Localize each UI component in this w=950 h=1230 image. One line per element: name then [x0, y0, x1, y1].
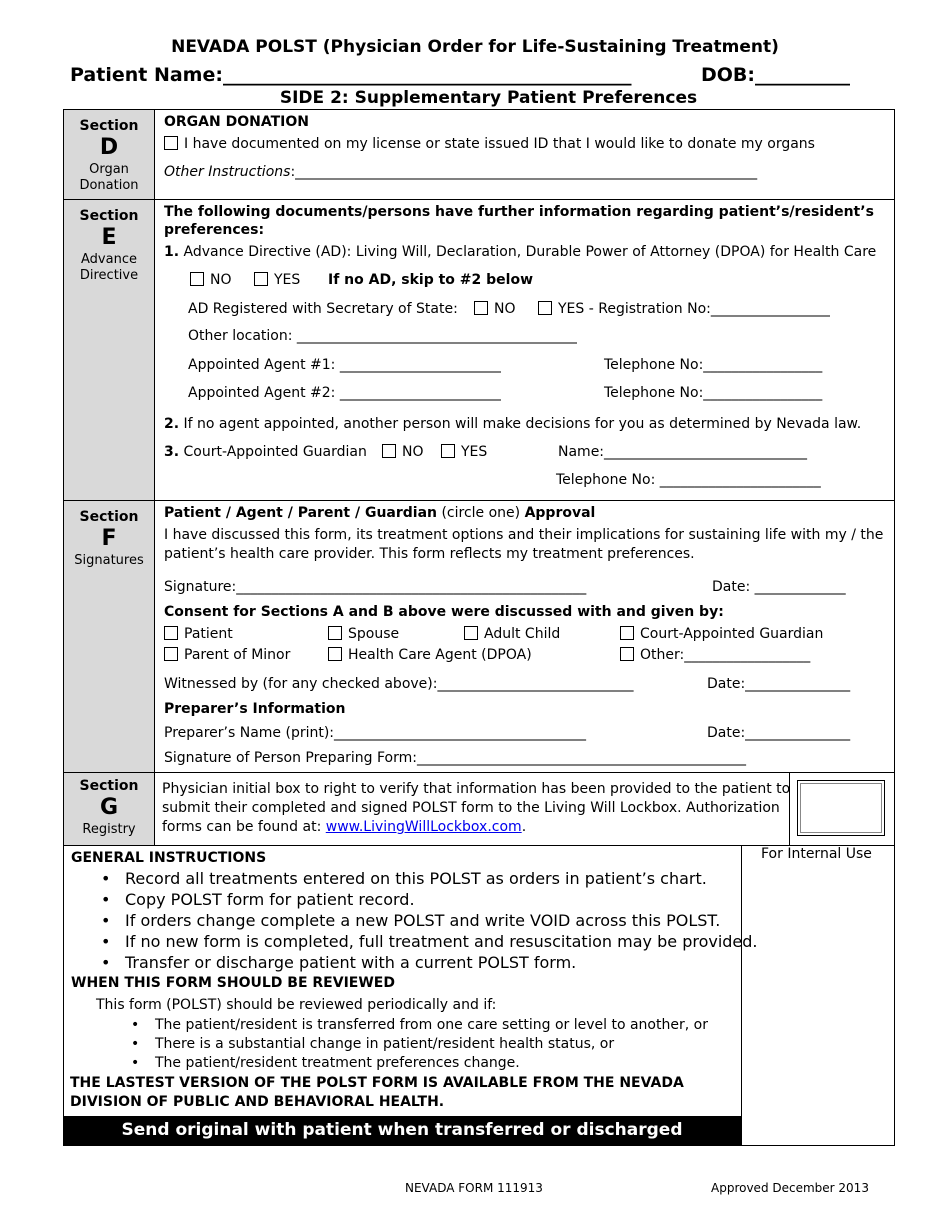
section-letter: G: [99, 795, 119, 820]
list-item: [101, 910, 758, 931]
no-label: NO: [210, 272, 232, 288]
registry-line3: [162, 819, 526, 835]
ad-yes-option[interactable]: [254, 272, 300, 288]
registered-no-option[interactable]: [474, 301, 516, 317]
preparer-heading: Preparer’s Information: [164, 701, 346, 717]
review-text: The patient/resident is transferred from one care setting or level to another, or: [155, 1017, 708, 1033]
signature-field[interactable]: Signature:__________________________________________________: [164, 579, 587, 595]
section-e-heading-line2: preferences:: [164, 222, 265, 238]
initial-divider: [789, 773, 790, 845]
consent-spouse-option[interactable]: [328, 626, 399, 642]
divider-f-g: [63, 772, 895, 773]
checkbox[interactable]: [620, 647, 634, 661]
approval-paragraph-line2: patient’s health care provider. This form reflects my treatment preferences.: [164, 546, 695, 562]
approval-word: Approval: [524, 505, 596, 521]
period: .: [521, 819, 527, 835]
form-number: NEVADA FORM 111913: [405, 1181, 543, 1195]
internal-use-label: For Internal Use: [761, 846, 872, 862]
checkbox[interactable]: [620, 626, 634, 640]
skip-note: If no AD, skip to #2 below: [328, 272, 534, 288]
consent-agent-option[interactable]: [328, 647, 532, 663]
list-item: [131, 1016, 708, 1035]
no-label: NO: [402, 444, 424, 460]
guardian-no-option[interactable]: [382, 444, 424, 460]
bullet: •: [101, 932, 111, 951]
bullet: •: [131, 1055, 140, 1071]
bullet: •: [131, 1017, 140, 1033]
organ-donation-checkbox[interactable]: [164, 136, 178, 150]
general-instructions-list: [101, 868, 758, 973]
yes-label: YES: [274, 272, 301, 288]
option-label: Health Care Agent (DPOA): [348, 647, 532, 663]
guardian-item: [164, 444, 367, 460]
guardian-yes-checkbox[interactable]: [441, 444, 455, 458]
divider-e-f: [63, 500, 895, 501]
section-name: Donation: [79, 178, 139, 193]
registry-line2: submit their completed and signed POLST form to the Living Will Lockbox. Authorization: [162, 800, 780, 816]
section-name: Advance: [81, 252, 137, 267]
list-item: [101, 889, 758, 910]
consent-patient-option[interactable]: [164, 626, 233, 642]
instruction-text: Transfer or discharge patient with a current POLST form.: [125, 953, 577, 972]
advance-directive-text: Advance Directive (AD): Living Will, Declaration, Durable Power of Attorney (DPOA) for Health Care: [183, 244, 877, 260]
registered-yes-checkbox[interactable]: [538, 301, 552, 315]
section-e-label: [64, 200, 155, 500]
registry-text: forms can be found at:: [162, 819, 326, 835]
approval-paragraph-line1: I have discussed this form, its treatment options and their implications for sustaining life with my / the: [164, 527, 884, 543]
section-letter: D: [99, 135, 119, 160]
latest-version-line2: DIVISION OF PUBLIC AND BEHAVIORAL HEALTH.: [70, 1094, 445, 1110]
instruction-text: If no new form is completed, full treatment and resuscitation may be provided.: [125, 932, 758, 951]
consent-other-option[interactable]: [620, 647, 810, 663]
checkbox[interactable]: [464, 626, 478, 640]
send-original-banner: Send original with patient when transferred or discharged: [63, 1116, 741, 1145]
review-text: There is a substantial change in patient/resident health status, or: [155, 1036, 615, 1052]
bullet: •: [101, 911, 111, 930]
ad-registered-label: AD Registered with Secretary of State:: [188, 301, 458, 317]
organ-donation-option[interactable]: [164, 136, 815, 152]
latest-version-line1: THE LASTEST VERSION OF THE POLST FORM IS AVAILABLE FROM THE NEVADA: [70, 1075, 684, 1091]
guardian-no-checkbox[interactable]: [382, 444, 396, 458]
instruction-text: Record all treatments entered on this POLST as orders in patient’s chart.: [125, 869, 707, 888]
preparer-date-field[interactable]: Date:_______________: [707, 725, 851, 741]
section-name: Directive: [79, 268, 139, 283]
review-intro: This form (POLST) should be reviewed periodically and if:: [96, 997, 497, 1013]
section-letter: E: [101, 225, 117, 250]
patient-name-field[interactable]: Patient Name:___________________________________________: [70, 64, 632, 86]
registered-no-checkbox[interactable]: [474, 301, 488, 315]
bullet: •: [101, 869, 111, 888]
other-instructions-field[interactable]: [164, 164, 757, 180]
advance-directive-item: [164, 244, 876, 260]
instruction-text: Copy POLST form for patient record.: [125, 890, 415, 909]
item-number: 3.: [164, 444, 180, 460]
bullet: •: [101, 890, 111, 909]
other-field[interactable]: Other:__________________: [640, 647, 811, 663]
signature-date-field[interactable]: Date: _____________: [712, 579, 846, 595]
ad-yes-checkbox[interactable]: [254, 272, 268, 286]
section-word: Section: [79, 208, 139, 224]
list-item: [131, 1035, 708, 1054]
general-instructions-heading: GENERAL INSTRUCTIONS: [71, 850, 267, 866]
approved-date: Approved December 2013: [711, 1181, 869, 1195]
agent2-field[interactable]: Appointed Agent #2: _______________________: [188, 385, 501, 401]
section-name: Registry: [82, 822, 136, 837]
registry-line1: Physician initial box to right to verify that information has been provided to the patient to: [162, 781, 791, 797]
registration-no-field[interactable]: YES - Registration No:_________________: [558, 301, 830, 317]
checkbox[interactable]: [164, 626, 178, 640]
section-word: Section: [79, 118, 139, 134]
section-e-heading-line1: The following documents/persons have further information regarding patient’s/resident’s: [164, 204, 874, 220]
side-title: SIDE 2: Supplementary Patient Preferences: [279, 88, 698, 108]
section-word: Section: [79, 509, 139, 525]
list-item: [101, 931, 758, 952]
guardian-text: Court-Appointed Guardian: [183, 444, 367, 460]
other-instructions-line: :__________________________________________________________________: [290, 164, 758, 180]
other-location-field[interactable]: Other location: ________________________________________: [188, 328, 577, 344]
registered-yes-option[interactable]: [538, 301, 830, 317]
option-label: Patient: [184, 626, 233, 642]
section-word: Section: [79, 778, 139, 794]
review-text: The patient/resident treatment preferences change.: [155, 1055, 520, 1071]
ad-no-checkbox[interactable]: [190, 272, 204, 286]
form-title: NEVADA POLST (Physician Order for Life-Sustaining Treatment): [171, 37, 779, 57]
review-heading: WHEN THIS FORM SHOULD BE REVIEWED: [71, 975, 395, 991]
checkbox[interactable]: [164, 647, 178, 661]
section-name: Organ: [89, 162, 129, 177]
bullet: •: [131, 1036, 140, 1052]
preparer-name-field[interactable]: Preparer’s Name (print):____________________________________: [164, 725, 587, 741]
checkbox[interactable]: [328, 647, 342, 661]
guardian-name-field[interactable]: Name:_____________________________: [558, 444, 808, 460]
physician-initial-box[interactable]: [797, 780, 885, 836]
agent1-field[interactable]: Appointed Agent #1: _______________________: [188, 357, 501, 373]
section-letter: F: [101, 526, 117, 551]
divider-d-e: [63, 199, 895, 200]
consent-heading: Consent for Sections A and B above were discussed with and given by:: [164, 604, 724, 620]
list-item: [101, 868, 758, 889]
section-d-label: [64, 110, 155, 199]
guardian-phone-field[interactable]: Telephone No: _______________________: [556, 472, 821, 488]
item-number: 1.: [164, 244, 180, 260]
organ-donation-heading: ORGAN DONATION: [164, 114, 309, 130]
list-item: [101, 952, 758, 973]
agent2-telephone-field[interactable]: Telephone No:_________________: [604, 385, 823, 401]
item-number: 2.: [164, 416, 180, 432]
ad-no-option[interactable]: [190, 272, 232, 288]
bullet: •: [101, 953, 111, 972]
preparer-signature-field[interactable]: Signature of Person Preparing Form:_______________________________________________: [164, 750, 746, 766]
checkbox[interactable]: [328, 626, 342, 640]
lockbox-link[interactable]: www.LivingWillLockbox.com: [325, 819, 522, 835]
consent-parent-minor-option[interactable]: [164, 647, 290, 663]
review-list: [131, 1016, 708, 1073]
approval-roles: Patient / Agent / Parent / Guardian: [164, 505, 438, 521]
section-name: Signatures: [74, 553, 144, 568]
circle-one-note: (circle one): [437, 505, 525, 521]
section-g-label: [64, 773, 155, 845]
option-label: Adult Child: [484, 626, 561, 642]
option-label: Parent of Minor: [184, 647, 291, 663]
dob-field[interactable]: DOB:__________: [701, 64, 851, 86]
consent-adult-child-option[interactable]: [464, 626, 560, 642]
list-item: [131, 1054, 708, 1073]
organ-donation-label: I have documented on my license or state issued ID that I would like to donate my organs: [184, 136, 815, 152]
option-label: Court-Appointed Guardian: [640, 626, 824, 642]
instruction-text: If orders change complete a new POLST and write VOID across this POLST.: [125, 911, 721, 930]
section-f-label: [64, 501, 155, 772]
no-agent-item: [164, 416, 861, 432]
consent-court-guardian-option[interactable]: [620, 626, 823, 642]
yes-label: YES: [461, 444, 488, 460]
agent1-telephone-field[interactable]: Telephone No:_________________: [604, 357, 823, 373]
other-instructions-label: Other Instructions: [164, 164, 291, 180]
witnessed-field[interactable]: Witnessed by (for any checked above):____________________________: [164, 676, 634, 692]
witnessed-date-field[interactable]: Date:_______________: [707, 676, 851, 692]
no-agent-text: If no agent appointed, another person will make decisions for you as determined by Nevada law.: [183, 416, 862, 432]
guardian-yes-option[interactable]: [441, 444, 487, 460]
approval-heading: [164, 505, 595, 521]
option-label: Spouse: [348, 626, 400, 642]
no-label: NO: [494, 301, 516, 317]
